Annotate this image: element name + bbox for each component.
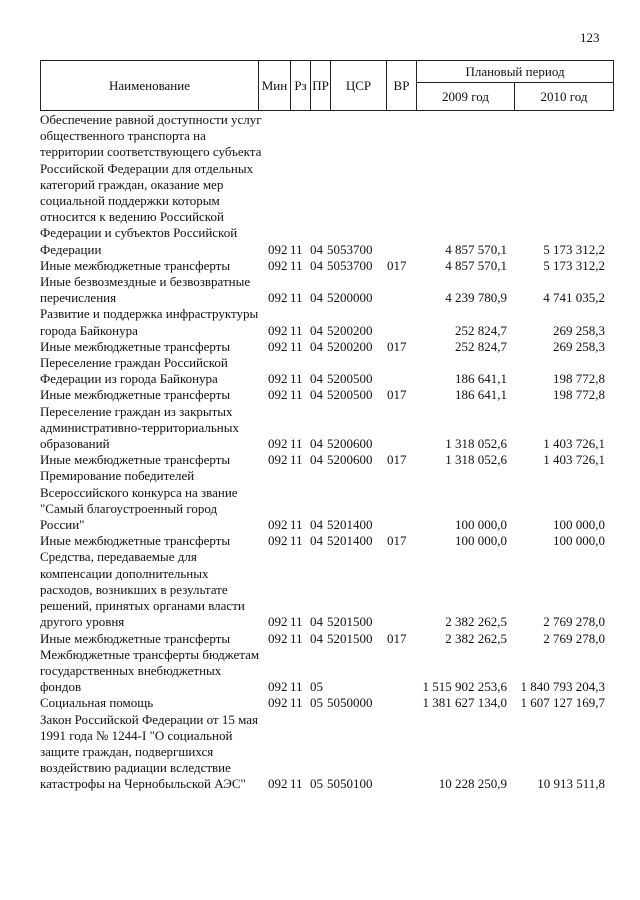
row-name: Иные межбюджетные трансферты [40, 257, 231, 273]
row-value-2009: 4 857 570,1 [445, 241, 507, 257]
row-min: 092 [268, 338, 288, 354]
row-pr: 04 [310, 452, 323, 468]
row-pr: 04 [310, 533, 323, 549]
row-name: Социальная помощь [40, 695, 154, 711]
row-min: 092 [268, 452, 288, 468]
row-pr: 04 [310, 517, 323, 533]
row-csr: 5200500 [327, 371, 373, 387]
row-min: 092 [268, 695, 288, 711]
row-value-2009: 252 824,7 [455, 338, 507, 354]
table-body [40, 112, 613, 793]
row-min: 092 [268, 387, 288, 403]
table-row [40, 387, 613, 403]
row-min: 092 [268, 322, 288, 338]
row-csr: 5201400 [327, 533, 373, 549]
header-rz: Рз [291, 61, 311, 111]
header-year-2009: 2009 год [417, 83, 515, 111]
row-value-2009: 1 318 052,6 [445, 436, 507, 452]
row-value-2010: 269 258,3 [553, 338, 605, 354]
table-row [40, 339, 613, 355]
row-name: Иные межбюджетные трансферты [40, 533, 231, 549]
row-pr: 04 [310, 387, 323, 403]
row-value-2010: 198 772,8 [553, 371, 605, 387]
row-name: Иные межбюджетные трансферты [40, 452, 231, 468]
row-vr: 017 [387, 338, 407, 354]
header-vr: ВР [387, 61, 417, 111]
row-csr: 5201500 [327, 614, 373, 630]
row-csr: 5053700 [327, 241, 373, 257]
row-name: Премирование победителей Всероссийского конкурса на звание "Самый благоустроенный город России" [40, 468, 238, 533]
row-min: 092 [268, 533, 288, 549]
row-value-2009: 10 228 250,9 [438, 776, 507, 792]
table-row [40, 306, 613, 338]
row-min: 092 [268, 630, 288, 646]
row-min: 092 [268, 371, 288, 387]
row-value-2009: 2 382 262,5 [445, 614, 507, 630]
row-rz: 11 [290, 517, 303, 533]
row-vr: 017 [387, 630, 407, 646]
row-name: Переселение граждан из закрытых административно-территориальных образований [40, 403, 239, 452]
table-row [40, 355, 613, 387]
row-rz: 11 [290, 679, 303, 695]
row-name: Развитие и поддержка инфраструктуры города Байконура [40, 306, 259, 338]
row-value-2009: 100 000,0 [455, 533, 507, 549]
row-pr: 05 [310, 679, 323, 695]
row-value-2010: 5 173 312,2 [543, 241, 605, 257]
table-row [40, 468, 613, 533]
row-csr: 5200600 [327, 436, 373, 452]
row-value-2009: 4 857 570,1 [445, 257, 507, 273]
row-rz: 11 [290, 290, 303, 306]
header-pr: ПР [311, 61, 331, 111]
row-value-2010: 100 000,0 [553, 533, 605, 549]
page-number: 123 [580, 30, 600, 45]
row-rz: 11 [290, 241, 303, 257]
row-pr: 04 [310, 322, 323, 338]
row-name: Обеспечение равной доступности услуг общественного транспорта на территории соответствующего субъекта Российской Федерации для отдельных категорий граждан, оказание мер социальной поддержки которым относится к ведению Российской Федерации и субъектов Российской Федерации [40, 112, 262, 257]
table-row [40, 533, 613, 549]
row-name: Межбюджетные трансферты бюджетам государственных внебюджетных фондов [40, 646, 260, 695]
row-name: Иные безвозмездные и безвозвратные перечисления [40, 274, 251, 306]
row-pr: 04 [310, 338, 323, 354]
row-csr: 5050100 [327, 776, 373, 792]
row-value-2009: 186 641,1 [455, 371, 507, 387]
row-pr: 04 [310, 614, 323, 630]
table-row [40, 647, 613, 696]
row-name: Иные межбюджетные трансферты [40, 630, 231, 646]
row-csr: 5200000 [327, 290, 373, 306]
header-planned-period: Плановый период [417, 61, 614, 83]
row-name: Закон Российской Федерации от 15 мая 1991 года № 1244-I "О социальной защите граждан, подвергшихся воздействию радиации вследствие катастрофы на Чернобыльской АЭС" [40, 711, 259, 792]
row-rz: 11 [290, 695, 303, 711]
row-value-2010: 10 913 511,8 [537, 776, 605, 792]
row-name: Иные межбюджетные трансферты [40, 338, 231, 354]
table-row [40, 404, 613, 453]
row-value-2010: 1 840 793 204,3 [520, 679, 605, 695]
row-pr: 04 [310, 241, 323, 257]
row-value-2009: 1 381 627 134,0 [422, 695, 507, 711]
row-value-2010: 100 000,0 [553, 517, 605, 533]
row-rz: 11 [290, 338, 303, 354]
row-value-2009: 252 824,7 [455, 322, 507, 338]
row-csr: 5200200 [327, 322, 373, 338]
row-pr: 04 [310, 436, 323, 452]
table-row [40, 258, 613, 274]
row-vr: 017 [387, 257, 407, 273]
row-value-2010: 4 741 035,2 [543, 290, 605, 306]
row-value-2009: 4 239 780,9 [445, 290, 507, 306]
row-csr: 5053700 [327, 257, 373, 273]
row-value-2010: 2 769 278,0 [543, 630, 605, 646]
row-value-2010: 1 403 726,1 [543, 436, 605, 452]
row-min: 092 [268, 517, 288, 533]
row-value-2010: 269 258,3 [553, 322, 605, 338]
row-value-2010: 198 772,8 [553, 387, 605, 403]
table-row [40, 631, 613, 647]
row-rz: 11 [290, 371, 303, 387]
header-name: Наименование [41, 61, 259, 111]
header-year-2010: 2010 год [515, 83, 614, 111]
row-min: 092 [268, 290, 288, 306]
table-row [40, 112, 613, 258]
table-row [40, 274, 613, 306]
table-row [40, 549, 613, 630]
row-value-2010: 2 769 278,0 [543, 614, 605, 630]
table-header [40, 60, 614, 111]
row-csr: 5200600 [327, 452, 373, 468]
row-vr: 017 [387, 452, 407, 468]
row-pr: 04 [310, 371, 323, 387]
row-min: 092 [268, 776, 288, 792]
row-min: 092 [268, 679, 288, 695]
row-name: Иные межбюджетные трансферты [40, 387, 231, 403]
row-rz: 11 [290, 614, 303, 630]
row-pr: 05 [310, 776, 323, 792]
row-value-2009: 1 515 902 253,6 [422, 679, 507, 695]
row-value-2009: 2 382 262,5 [445, 630, 507, 646]
row-rz: 11 [290, 533, 303, 549]
row-value-2010: 1 403 726,1 [543, 452, 605, 468]
row-csr: 5200200 [327, 338, 373, 354]
table-row [40, 695, 613, 711]
header-min: Мин [259, 61, 291, 111]
row-value-2009: 186 641,1 [455, 387, 507, 403]
row-pr: 04 [310, 630, 323, 646]
header-csr: ЦСР [331, 61, 387, 111]
row-min: 092 [268, 436, 288, 452]
table-row [40, 452, 613, 468]
row-rz: 11 [290, 436, 303, 452]
row-name: Переселение граждан Российской Федерации из города Байконура [40, 355, 228, 387]
row-min: 092 [268, 614, 288, 630]
row-csr: 5201400 [327, 517, 373, 533]
row-csr: 5201500 [327, 630, 373, 646]
row-pr: 04 [310, 290, 323, 306]
row-vr: 017 [387, 387, 407, 403]
row-min: 092 [268, 241, 288, 257]
row-rz: 11 [290, 776, 303, 792]
row-rz: 11 [290, 452, 303, 468]
row-value-2010: 1 607 127 169,7 [520, 695, 605, 711]
row-pr: 05 [310, 695, 323, 711]
row-value-2010: 5 173 312,2 [543, 257, 605, 273]
row-pr: 04 [310, 257, 323, 273]
row-csr: 5050000 [327, 695, 373, 711]
row-rz: 11 [290, 387, 303, 403]
row-vr: 017 [387, 533, 407, 549]
row-value-2009: 1 318 052,6 [445, 452, 507, 468]
row-rz: 11 [290, 322, 303, 338]
row-value-2009: 100 000,0 [455, 517, 507, 533]
row-csr: 5200500 [327, 387, 373, 403]
row-rz: 11 [290, 257, 303, 273]
row-rz: 11 [290, 630, 303, 646]
row-name: Средства, передаваемые для компенсации дополнительных расходов, возникших в результате решений, принятых органами власти другого уровня [40, 549, 245, 630]
row-min: 092 [268, 257, 288, 273]
table-row [40, 712, 613, 793]
